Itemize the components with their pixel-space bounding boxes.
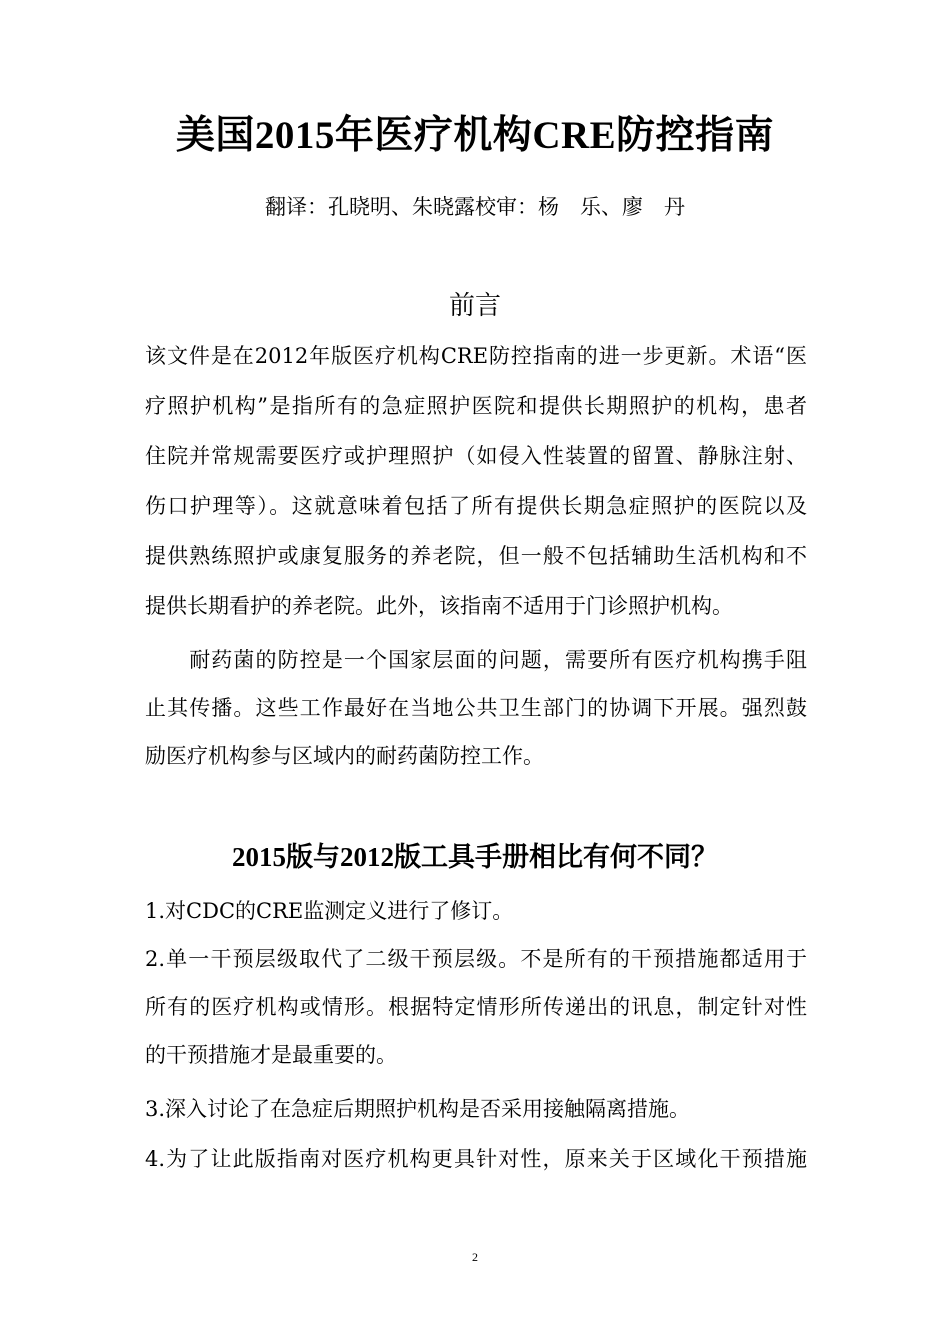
difference-item-line: 2.单一干预层级取代了二级干预层级。不是所有的干预措施都适用于	[145, 947, 807, 971]
differences-heading: 2015版与2012版工具手册相比有何不同？	[232, 842, 718, 872]
difference-item-line: 3.深入讨论了在急症后期照护机构是否采用接触隔离措施。	[145, 1097, 691, 1121]
preface-p1-line: 提供长期看护的养老院。此外，该指南不适用于门诊照护机构。	[145, 594, 733, 618]
difference-item-line: 的干预措施才是最重要的。	[145, 1043, 397, 1067]
difference-item-line: 所有的医疗机构或情形。根据特定情形所传递出的讯息，制定针对性	[145, 995, 807, 1019]
preface-p1-line: 疗照护机构”是指所有的急症照护医院和提供长期照护的机构，患者	[145, 394, 807, 418]
preface-heading: 前言	[448, 291, 501, 321]
page-number: 2	[472, 1250, 478, 1264]
preface-p1-line: 住院并常规需要医疗或护理照护（如侵入性装置的留置、静脉注射、	[145, 444, 807, 468]
translator-credits: 翻译：孔晓明、朱晓露校审：杨 乐、廖 丹	[265, 195, 685, 219]
preface-p2-line: 耐药菌的防控是一个国家层面的问题，需要所有医疗机构携手阻	[145, 648, 807, 672]
preface-p1-line: 提供熟练照护或康复服务的养老院，但一般不包括辅助生活机构和不	[145, 544, 807, 568]
preface-p1-line: 伤口护理等）。这就意味着包括了所有提供长期急症照护的医院以及	[145, 494, 807, 518]
preface-p1-line: 该文件是在2012年版医疗机构CRE防控指南的进一步更新。术语“医	[145, 344, 807, 368]
difference-item-line: 1.对CDC的CRE监测定义进行了修订。	[145, 899, 514, 923]
preface-p2-line: 励医疗机构参与区域内的耐药菌防控工作。	[145, 744, 544, 768]
document-title: 美国2015年医疗机构CRE防控指南	[175, 114, 775, 157]
difference-item-line: 4.为了让此版指南对医疗机构更具针对性，原来关于区域化干预措施	[145, 1147, 807, 1171]
preface-p2-line: 止其传播。这些工作最好在当地公共卫生部门的协调下开展。强烈鼓	[145, 696, 807, 720]
